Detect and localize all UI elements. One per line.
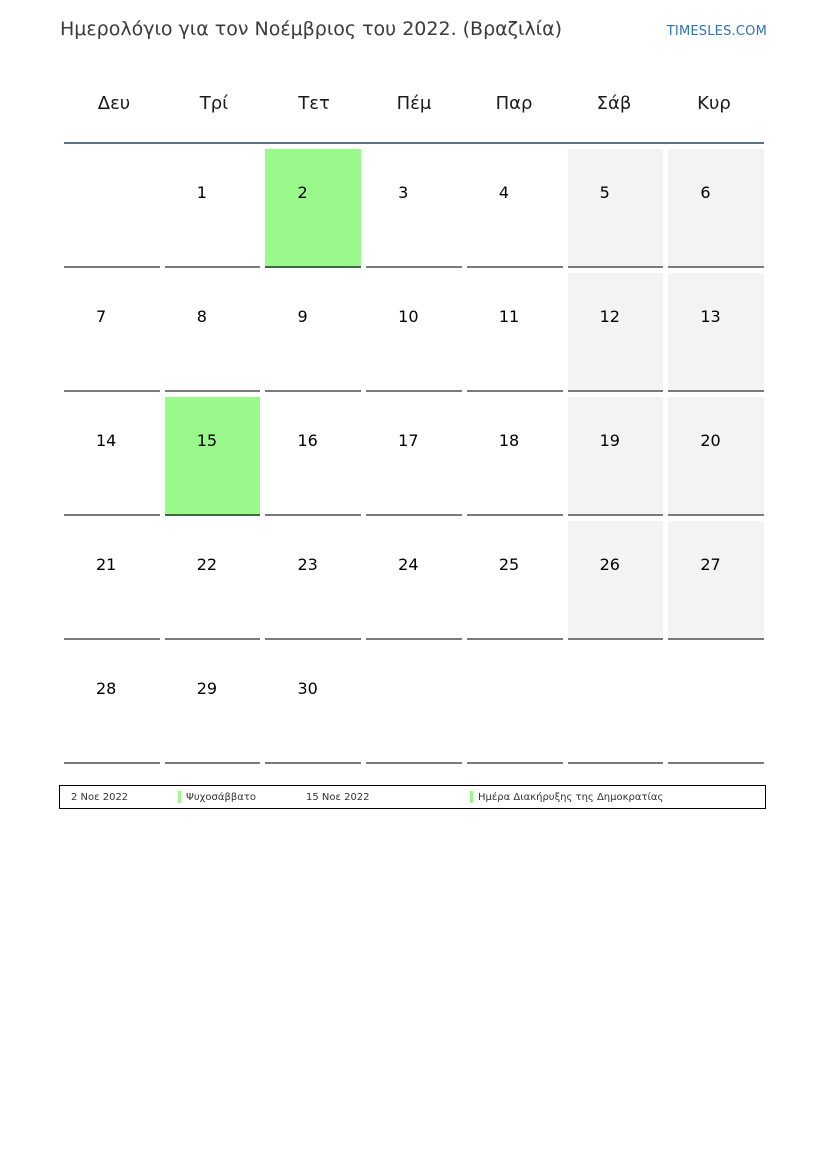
day-cell: [265, 645, 361, 764]
day-cell: [366, 645, 462, 764]
day-number: 17: [398, 431, 419, 450]
day-number: 5: [599, 183, 610, 202]
day-cell: [568, 645, 664, 764]
day-number: 30: [297, 679, 318, 698]
day-cell-weekend: [568, 149, 664, 268]
day-number: 2: [297, 183, 308, 202]
day-number: 1: [196, 183, 207, 202]
page-title: Ημερολόγιο για τον Νοέμβριος του 2022. (Βραζιλία): [60, 18, 563, 40]
day-number: 19: [599, 431, 620, 450]
day-number: 15: [196, 431, 218, 450]
weekday-saturday: Σάβ: [596, 93, 632, 114]
legend-holiday-name: Ημέρα Διακήρυξης της Δημοκρατίας: [478, 792, 664, 803]
day-number: 3: [398, 183, 409, 202]
day-cell: [668, 645, 764, 764]
day-cell: [265, 273, 361, 392]
day-number: 13: [700, 307, 721, 326]
day-cell: [165, 521, 261, 640]
day-number: 25: [498, 555, 520, 574]
day-number: 18: [498, 431, 520, 450]
day-cell: [165, 273, 261, 392]
day-cell: [64, 273, 160, 392]
day-cell: [165, 645, 261, 764]
legend-holiday-name: Ψυχοσάββατο: [186, 792, 256, 803]
day-cell-weekend: [568, 397, 664, 516]
day-number: 28: [96, 679, 117, 698]
weekday-tuesday: Τρί: [199, 93, 229, 114]
day-cell-weekend: [668, 397, 764, 516]
day-cell-weekend: [568, 273, 664, 392]
week-row-5: [64, 645, 764, 764]
legend-color-marker: [470, 791, 473, 803]
site-link[interactable]: TIMESLES.COM: [666, 24, 767, 39]
weekday-sunday: Κυρ: [697, 93, 731, 114]
day-cell: [467, 149, 563, 268]
week-row-3: [64, 397, 764, 516]
weekday-wednesday: Τετ: [298, 93, 330, 114]
weekday-friday: Παρ: [495, 93, 533, 114]
day-cell-weekend: [668, 273, 764, 392]
week-row-2: [64, 273, 764, 392]
day-number: 10: [398, 307, 419, 326]
weekday-monday: Δευ: [97, 93, 131, 114]
legend-date: 15 Νοε 2022: [306, 792, 370, 803]
day-number: 8: [196, 307, 207, 326]
day-number: 26: [599, 555, 620, 574]
day-number: 24: [398, 555, 419, 574]
day-cell-weekend: [668, 149, 764, 268]
day-cell: [467, 397, 563, 516]
legend-date: 2 Νοε 2022: [71, 792, 129, 803]
week-row-4: [64, 521, 764, 640]
day-cell: [366, 149, 462, 268]
day-cell: [366, 521, 462, 640]
day-number: 12: [599, 307, 620, 326]
day-number: 20: [700, 431, 721, 450]
day-cell: [467, 273, 563, 392]
legend-color-marker: [178, 791, 181, 803]
day-cell: [467, 521, 563, 640]
day-number: 4: [498, 183, 510, 202]
day-cell: [366, 273, 462, 392]
day-number: 11: [498, 307, 520, 326]
day-number: 16: [297, 431, 318, 450]
day-cell-weekend: [568, 521, 664, 640]
day-cell-holiday: [265, 149, 361, 268]
day-number: 23: [297, 555, 318, 574]
day-cell: [64, 149, 160, 268]
holiday-legend: [59, 785, 766, 809]
day-cell: [64, 521, 160, 640]
day-number: 22: [196, 555, 218, 574]
day-cell: [165, 149, 261, 268]
day-cell: [265, 521, 361, 640]
day-cell: [467, 645, 563, 764]
day-cell: [265, 397, 361, 516]
day-cell: [366, 397, 462, 516]
day-cell: [64, 397, 160, 516]
week-row-1: [64, 149, 764, 268]
day-number: 7: [96, 307, 107, 326]
day-cell: [64, 645, 160, 764]
day-number: 29: [196, 679, 218, 698]
day-number: 21: [96, 555, 117, 574]
day-number: 14: [96, 431, 117, 450]
day-number: 9: [297, 307, 308, 326]
day-cell-weekend: [668, 521, 764, 640]
day-number: 27: [700, 555, 721, 574]
weekday-thursday: Πέμ: [396, 93, 432, 114]
weekday-header: [64, 80, 764, 144]
day-cell-holiday: [165, 397, 261, 516]
day-number: 6: [700, 183, 711, 202]
calendar-grid: [64, 80, 764, 764]
